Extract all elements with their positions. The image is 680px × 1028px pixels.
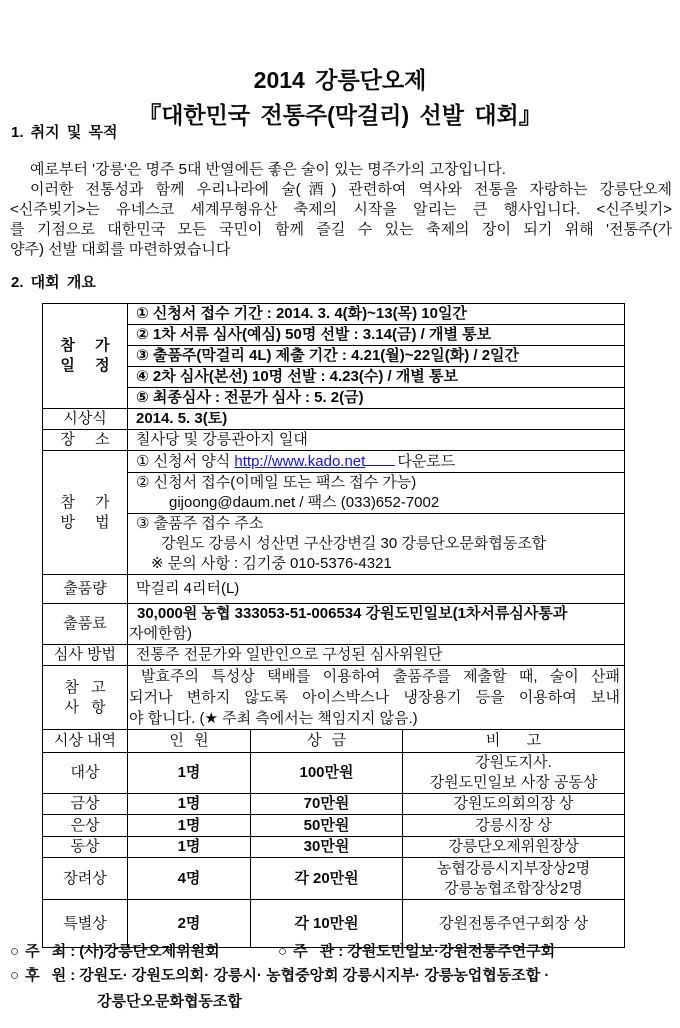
sponsor-label: 후 원 (25, 967, 67, 984)
host-label: 주 최 (25, 943, 67, 960)
prize-header-amount: 상 금 (251, 730, 403, 753)
venue-value: 칠사당 및 강릉관아지 일대 (128, 430, 625, 451)
prize-amount: 100만원 (251, 753, 403, 794)
circle-bullet-icon: ○ (10, 967, 20, 984)
prize-remarks: 강릉시장 상 (403, 815, 625, 837)
prize-award: 대상 (43, 753, 128, 794)
notes-label: 참 고 사 항 (43, 666, 128, 730)
prize-count: 4명 (128, 858, 251, 900)
footer-host-organizer: ○ 주 최 : (사)강릉단오제위원회 (10, 943, 220, 960)
notes-value: 발효주의 특성상 택배를 이용하여 출품주를 제출할 때, 술이 산패 되거나 변하지 않도록 아이스박스나 냉장용기 등을 이용하여 보내 야 합니다. (★ 주최 측에서는 책임지지 않음.) (128, 666, 625, 730)
schedule-item: ② 1차 서류 심사(예심) 50명 선발 : 3.14(금) / 개별 통보 (128, 325, 625, 346)
section-heading-overview: 2. 대회 개요 (11, 274, 96, 291)
prize-amount: 각 10만원 (251, 900, 403, 948)
method-item-submission: ② 신청서 접수(이메일 또는 팩스 접수 가능) gijoong@daum.net / 팩스 (033)652-7002 (128, 473, 625, 514)
section-heading-purpose: 1. 취지 및 목적 (11, 124, 118, 141)
overview-table (42, 303, 625, 948)
prize-remarks: 강릉단오제위원장상 (403, 837, 625, 858)
method-item-address: ③ 출품주 접수 주소 강원도 강릉시 성산면 구산강변길 30 강릉단오문화협동조합 ※ 문의 사항 : 김기중 010-5376-4321 (128, 514, 625, 575)
document-subtitle: 『대한민국 전통주(막걸리) 선발 대회』 (138, 102, 542, 128)
circle-bullet-icon: ○ (278, 943, 288, 960)
ceremony-row (43, 409, 625, 430)
prize-award: 장려상 (43, 858, 128, 900)
prize-amount: 50만원 (251, 815, 403, 837)
address: 강원도 강릉시 성산면 구산강변길 30 강릉단오문화협동조합 (161, 535, 547, 552)
judging-label: 심사 방법 (43, 645, 128, 666)
method-row (43, 514, 625, 575)
venue-row (43, 430, 625, 451)
schedule-row (43, 346, 625, 367)
method-item-download: ① 신청서 양식 http://www.kado.net 다운로드 (128, 451, 625, 473)
download-link[interactable]: http://www.kado.net (234, 453, 366, 470)
prize-award: 은상 (43, 815, 128, 837)
judging-value: 전통주 전문가와 일반인으로 구성된 심사위원단 (128, 645, 625, 666)
method-row (43, 473, 625, 514)
ceremony-label: 시상식 (43, 409, 128, 430)
footer-sponsor: ○ 후 원 : 강원도· 강원도의회· 강릉시· 농협중앙회 강릉시지부· 강릉농업협동조합 · (10, 967, 550, 984)
prize-header-row (43, 730, 625, 753)
prize-row (43, 858, 625, 900)
schedule-row (43, 388, 625, 409)
prize-award: 특별상 (43, 900, 128, 948)
sponsor-value: 강원도· 강원도의회· 강릉시· 농협중앙회 강릉시지부· 강릉농업협동조합 · (79, 967, 550, 984)
schedule-item: ⑤ 최종심사 : 전문가 심사 : 5. 2(금) (128, 388, 625, 409)
schedule-item: ④ 2차 심사(본선) 10명 선발 : 4.23(수) / 개별 통보 (128, 367, 625, 388)
method-row (43, 451, 625, 473)
prize-remarks: 강원도의회의장 상 (403, 794, 625, 815)
organizer-label: 주 관 (293, 943, 335, 960)
quantity-label: 출품량 (43, 575, 128, 604)
prize-header-remarks: 비 고 (403, 730, 625, 753)
host-value: (사)강릉단오제위원회 (79, 943, 220, 960)
footer-sponsor-continued: 강릉단오문화협동조합 (97, 993, 242, 1010)
schedule-label: 참 가 일 정 (43, 304, 128, 409)
link-underline-gap (365, 451, 395, 466)
prize-remarks: 강원전통주연구회장 상 (403, 900, 625, 948)
prize-row (43, 794, 625, 815)
organizer-value: 강원도민일보·강원전통주연구회 (347, 943, 556, 960)
prize-count: 1명 (128, 794, 251, 815)
prize-count: 1명 (128, 815, 251, 837)
schedule-item: ③ 출품주(막걸리 4L) 제출 기간 : 4.21(월)~22일(화) / 2일간 (128, 346, 625, 367)
document-title: 2014 강릉단오제 (253, 67, 427, 93)
footer-organizer: ○ 주 관 : 강원도민일보·강원전통주연구회 (278, 943, 556, 960)
fee-label: 출품료 (43, 604, 128, 645)
prize-header-count: 인 원 (128, 730, 251, 753)
ceremony-value: 2014. 5. 3(토) (128, 409, 625, 430)
quantity-row (43, 575, 625, 604)
schedule-item: ① 신청서 접수 기간 : 2014. 3. 4(화)~13(목) 10일간 (128, 304, 625, 325)
prize-count: 1명 (128, 753, 251, 794)
circle-bullet-icon: ○ (10, 943, 20, 960)
schedule-row (43, 325, 625, 346)
prize-award: 동상 (43, 837, 128, 858)
paragraph-line: 이러한 전통성과 함께 우리나라에 술(酒) 관련하여 역사와 전통을 자랑하는 강릉단오제 (30, 181, 672, 198)
inquiry-contact: ※ 문의 사항 : 김기중 010-5376-4321 (151, 555, 392, 572)
schedule-row (43, 304, 625, 325)
fee-value: 30,000원 농협 333053-51-006534 강원도민일보(1차서류심사통과 자에한함) (128, 604, 625, 645)
schedule-row (43, 367, 625, 388)
prize-header-award: 시상 내역 (43, 730, 128, 753)
prize-award: 금상 (43, 794, 128, 815)
prize-remarks: 농협강릉시지부장상2명 강릉농협조합장상2명 (403, 858, 625, 900)
prize-row (43, 837, 625, 858)
notes-row (43, 666, 625, 730)
paragraph-line: <신주빚기>는 유네스코 세계무형유산 축제의 시작을 알리는 큰 행사입니다. <신주빚기> (10, 201, 672, 218)
purpose-paragraph (10, 160, 672, 260)
prize-amount: 30만원 (251, 837, 403, 858)
prize-amount: 70만원 (251, 794, 403, 815)
contact-email-fax: gijoong@daum.net / 팩스 (033)652-7002 (169, 494, 440, 511)
prize-count: 1명 (128, 837, 251, 858)
prize-amount: 각 20만원 (251, 858, 403, 900)
prize-count: 2명 (128, 900, 251, 948)
paragraph-line: 양주) 선발 대회를 마련하였습니다 (10, 241, 231, 258)
venue-label: 장 소 (43, 430, 128, 451)
paragraph-line: 예로부터 '강릉'은 명주 5대 반열에든 좋은 술이 있는 명주가의 고장입니다. (30, 161, 506, 178)
prize-row (43, 815, 625, 837)
judging-row (43, 645, 625, 666)
prize-row (43, 753, 625, 794)
paragraph-line: 를 기점으로 대한민국 모든 국민이 함께 즐길 수 있는 축제의 장이 되기 위해 '전통주(가 (10, 221, 672, 238)
method-label: 참 가 방 법 (43, 451, 128, 575)
quantity-value: 막걸리 4리터(L) (128, 575, 625, 604)
prize-row (43, 900, 625, 948)
prize-remarks: 강원도지사. 강원도민일보 사장 공동상 (403, 753, 625, 794)
fee-row (43, 604, 625, 645)
